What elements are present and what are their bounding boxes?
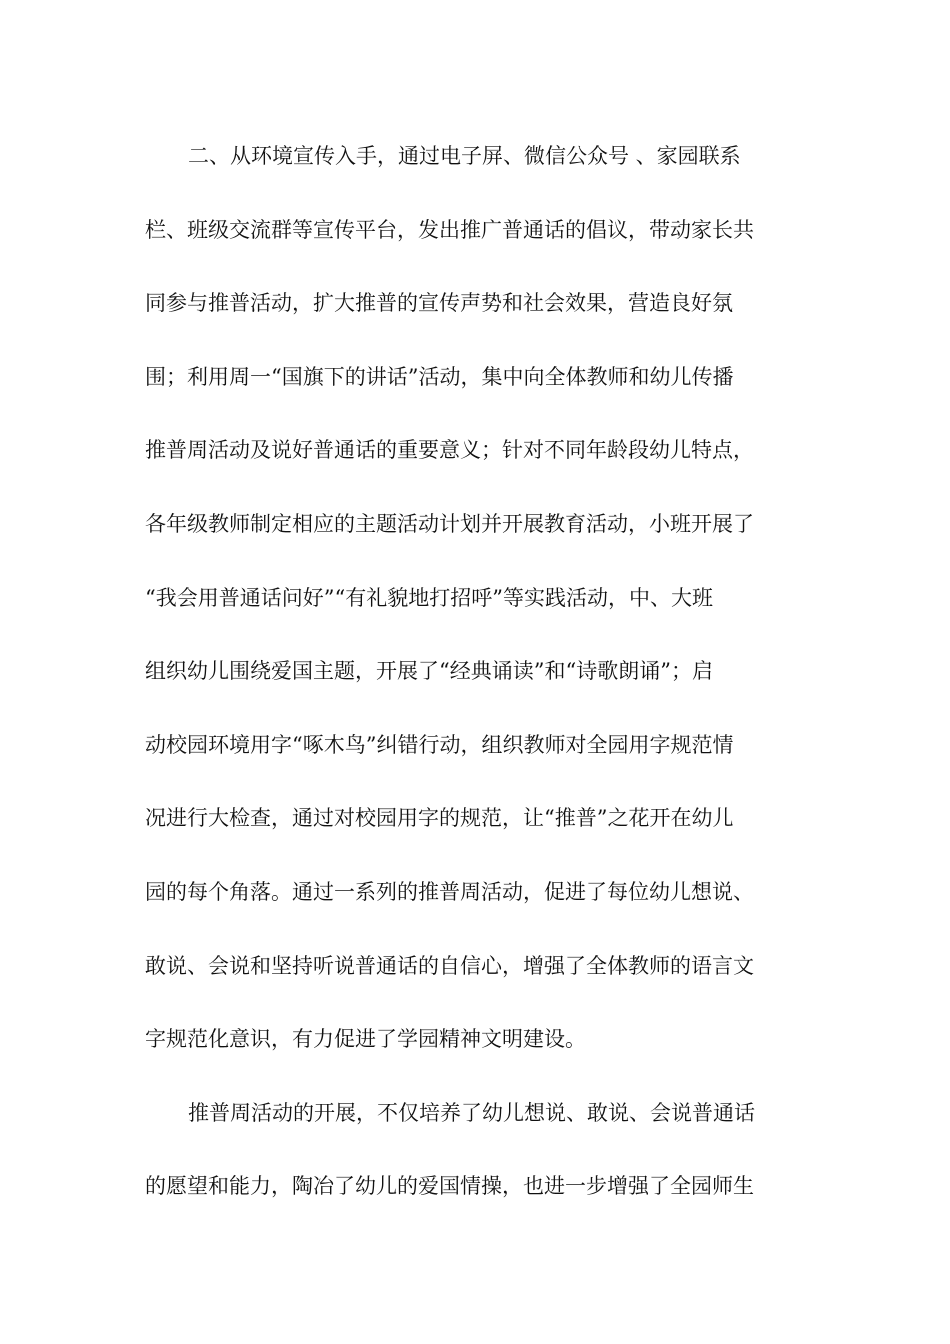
paragraph-1-line-4: 围；利用周一“国旗下的讲话”活动，集中向全体教师和幼儿传播	[145, 364, 734, 389]
paragraph-1-line-12: 敢说、会说和坚持听说普通话的自信心，增强了全体教师的语言文	[145, 953, 754, 978]
paragraph-1-line-7: “我会用普通话问好”“有礼貌地打招呼”等实践活动，中、大班	[145, 585, 713, 610]
paragraph-1-line-10: 况进行大检查，通过对校园用字的规范，让“推普”之花开在幼儿	[145, 806, 734, 831]
paragraph-2-line-2: 的愿望和能力，陶冶了幼儿的爱国情操，也进一步增强了全园师生	[145, 1174, 754, 1199]
paragraph-1-line-13: 字规范化意识，有力促进了学园精神文明建设。	[145, 1027, 586, 1052]
paragraph-2-line-1: 推普周活动的开展，不仅培养了幼儿想说、敢说、会说普通话	[188, 1100, 755, 1125]
document-body	[145, 136, 810, 1240]
paragraph-1-line-8: 组织幼儿围绕爱国主题，开展了“经典诵读”和“诗歌朗诵”；启	[145, 659, 713, 684]
paragraph-1-line-3: 同参与推普活动，扩大推普的宣传声势和社会效果，营造良好氛	[145, 291, 733, 316]
paragraph-1-line-2: 栏、班级交流群等宣传平台，发出推广普通话的倡议，带动家长共	[145, 217, 754, 242]
paragraph-1-line-11: 园的每个角落。通过一系列的推普周活动，促进了每位幼儿想说、	[145, 879, 754, 904]
paragraph-1-line-5: 推普周活动及说好普通话的重要意义；针对不同年龄段幼儿特点，	[145, 438, 754, 463]
paragraph-1-line-9: 动校园环境用字“啄木鸟”纠错行动，组织教师对全园用字规范情	[145, 732, 734, 757]
paragraph-1-line-6: 各年级教师制定相应的主题活动计划并开展教育活动，小班开展了	[145, 511, 754, 536]
paragraph-1-line-1: 二、从环境宣传入手，通过电子屏、微信公众号 、家园联系	[188, 144, 741, 168]
